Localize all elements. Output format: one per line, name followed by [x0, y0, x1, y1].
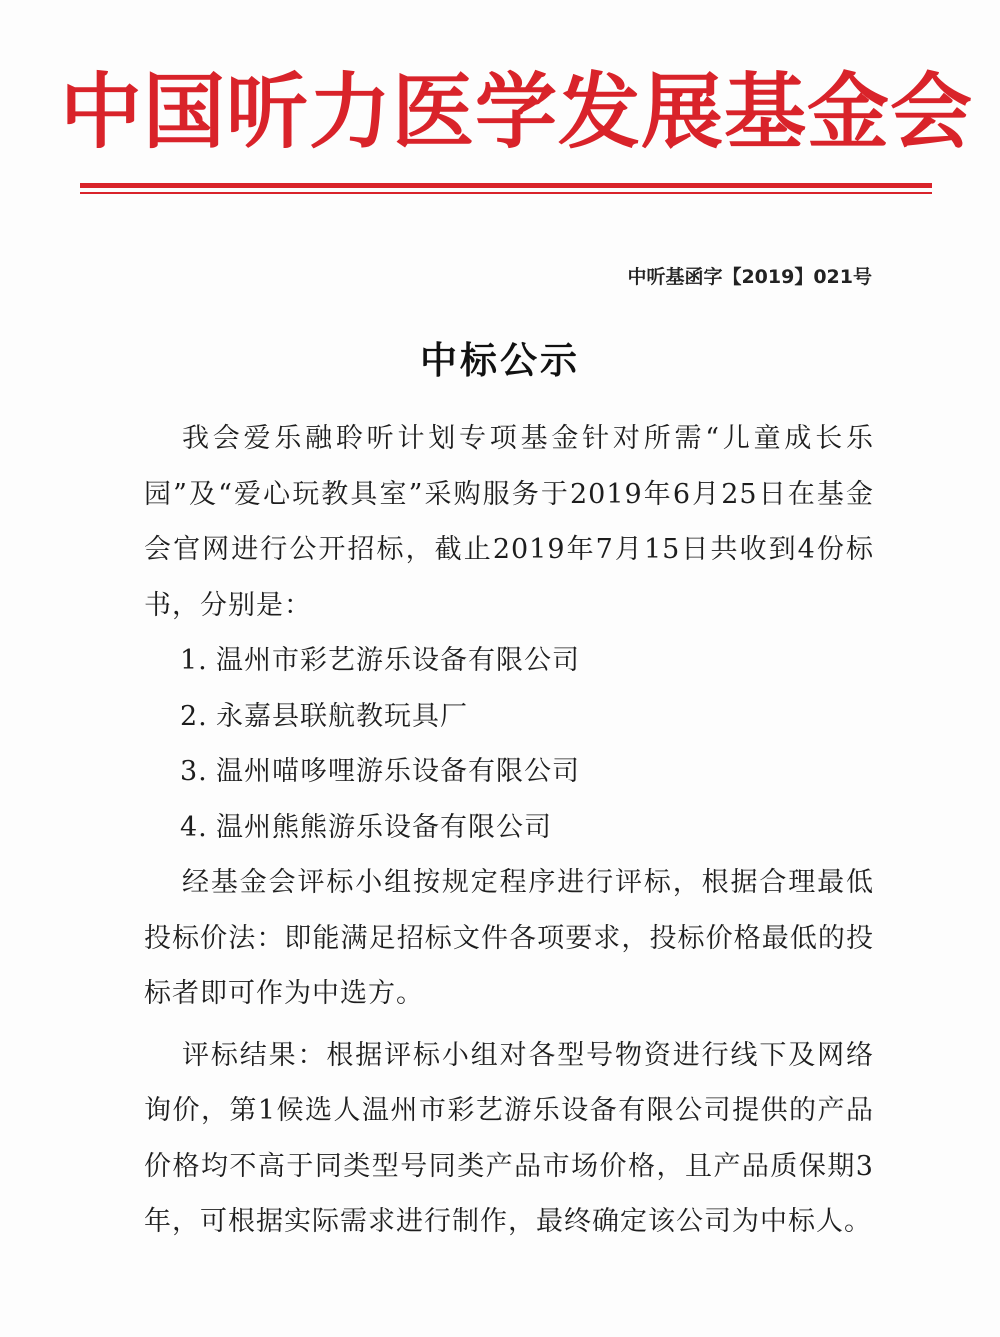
letterhead-rule-thick	[80, 183, 932, 188]
document-title: 中标公示	[420, 339, 580, 382]
list-item	[144, 800, 874, 856]
intro-paragraph: 我会爱乐融聆听计划专项基金针对所需“儿童成长乐园”及“爱心玩教具室”采购服务于2019年6月25日在基金会官网进行公开招标，截止2019年7月15日共收到4份标书，分别是：	[144, 423, 874, 621]
list-item-name: 温州熊熊游乐设备有限公司	[216, 811, 552, 843]
document-number: 中听基函字【2019】021号	[627, 266, 872, 288]
list-item-name: 温州喵哆哩游乐设备有限公司	[216, 756, 580, 787]
list-item	[144, 744, 874, 800]
list-item-number: 2.	[180, 700, 208, 732]
list-item	[144, 633, 874, 689]
document-body	[144, 411, 874, 1250]
method-paragraph: 经基金会评标小组按规定程序进行评标，根据合理最低投标价法：即能满足招标文件各项要求，投标价格最低的投标者即可作为中选方。	[144, 867, 874, 1009]
result-paragraph: 评标结果：根据评标小组对各型号物资进行线下及网络询价，第1候选人温州市彩艺游乐设备有限公司提供的产品价格均不高于同类型号同类产品市场价格，且产品质保期3年，可根据实际需求进行制作，最终确定该公司为中标人。	[144, 1039, 874, 1237]
list-item-name: 永嘉县联航教玩具厂	[216, 700, 468, 732]
letterhead-rule-thin	[80, 192, 932, 194]
list-item-name: 温州市彩艺游乐设备有限公司	[216, 645, 580, 676]
list-item	[144, 689, 874, 745]
list-item-number: 4.	[180, 811, 208, 843]
list-item-number: 1.	[180, 645, 208, 676]
letterhead-org-name: 中国听力医学发展基金会	[60, 64, 974, 160]
bidder-list	[144, 633, 874, 855]
list-item-number: 3.	[180, 756, 208, 787]
